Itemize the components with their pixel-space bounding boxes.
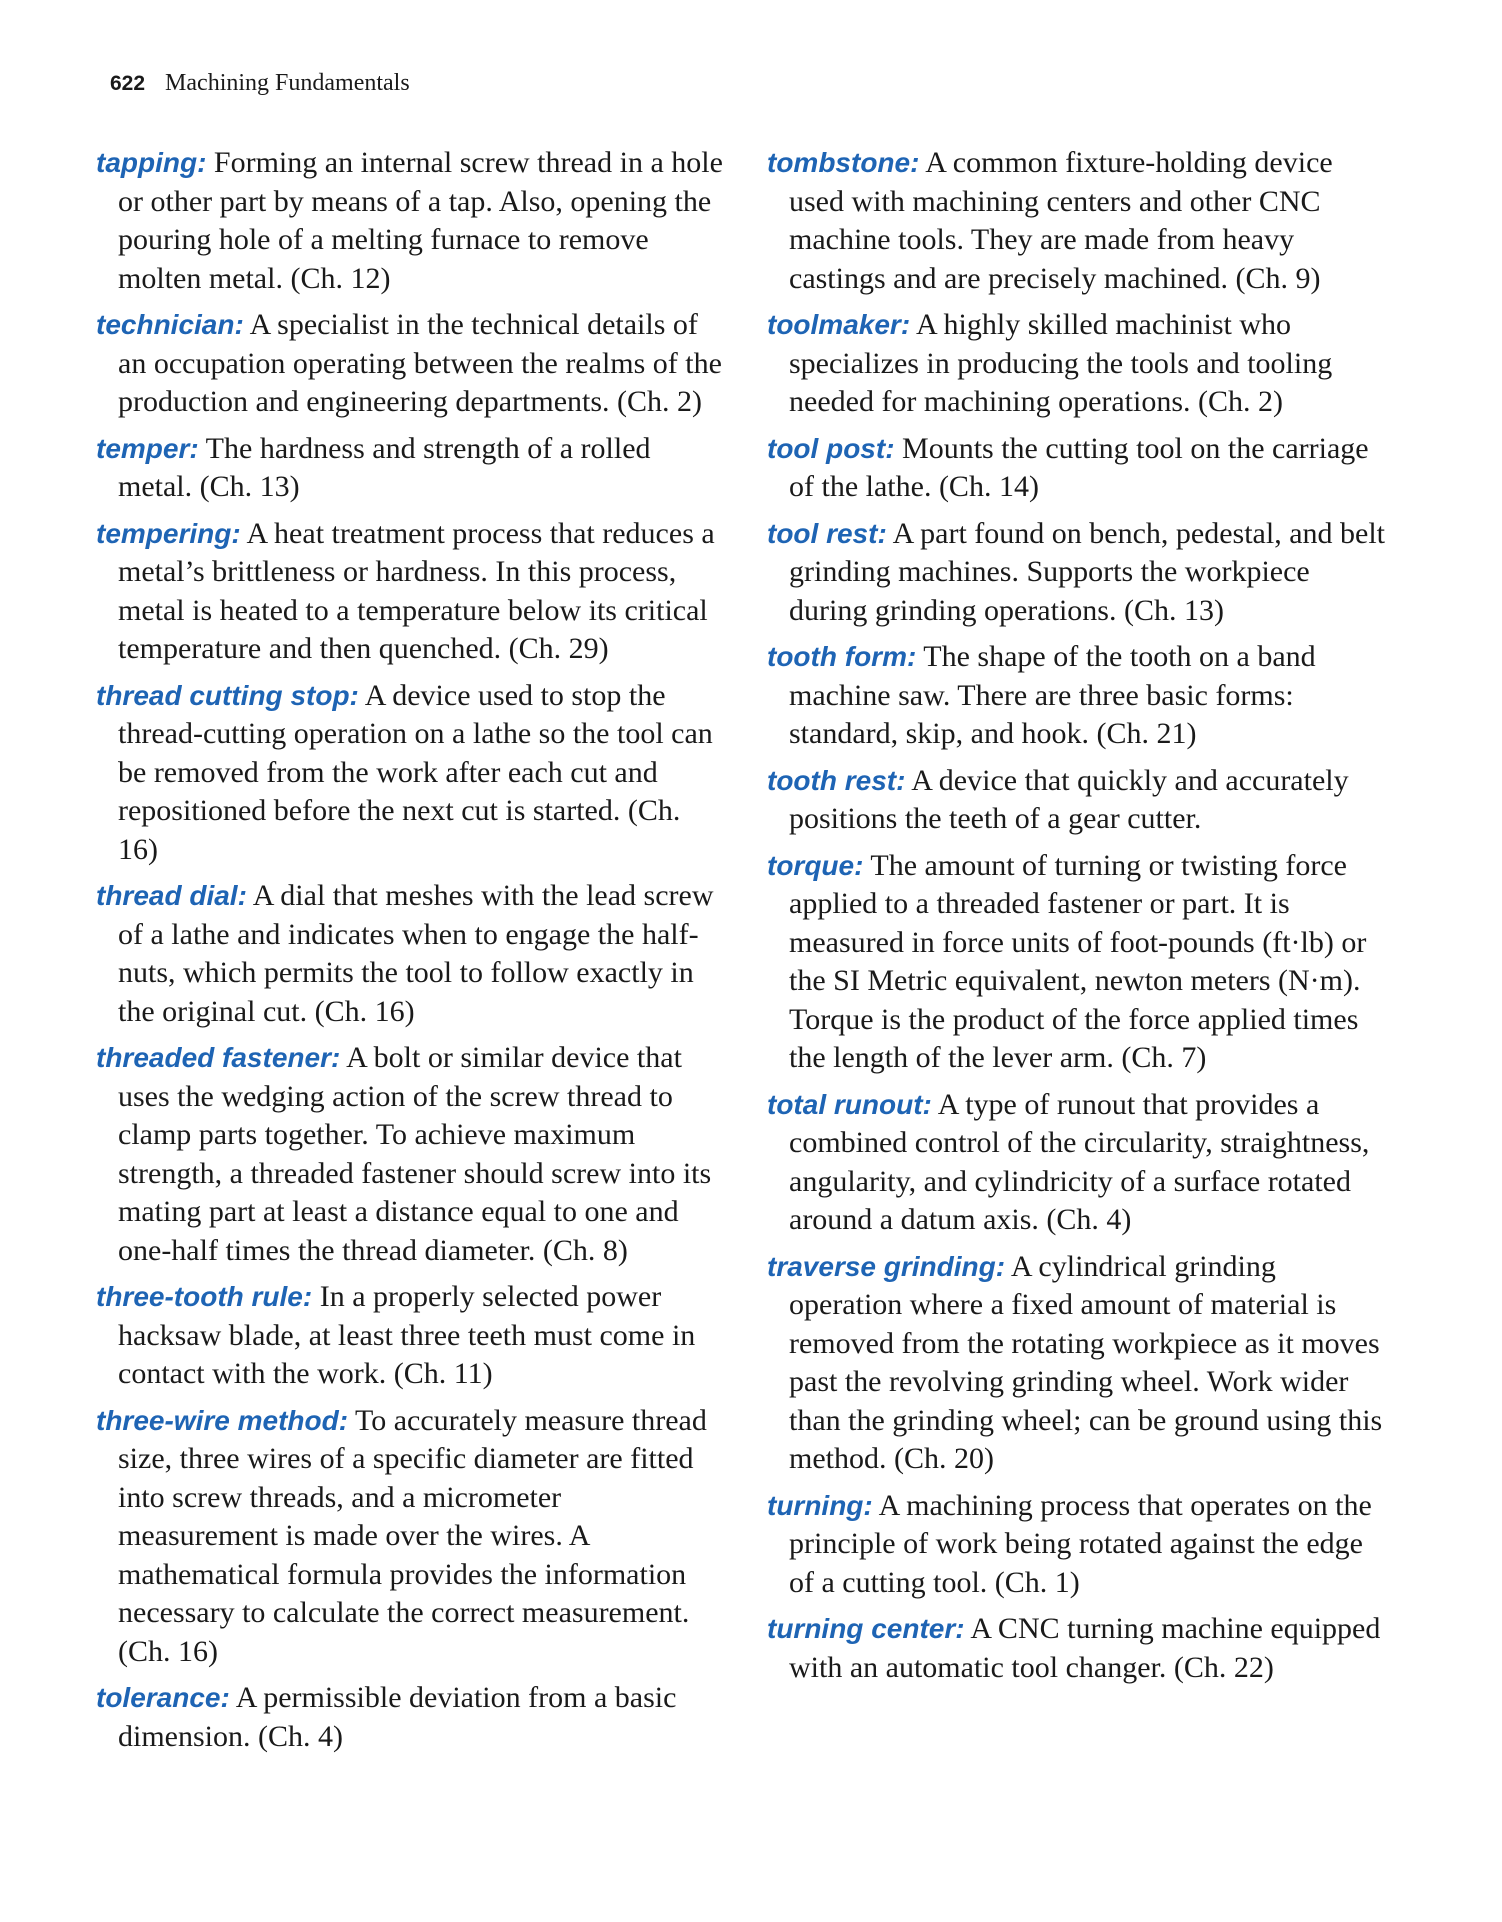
glossary-term: tempering: [96, 517, 241, 549]
page-number: 622 [110, 72, 146, 95]
glossary-term: three-tooth rule: [96, 1281, 313, 1312]
glossary-term: tapping: [96, 147, 207, 178]
glossary-definition: A machining process that operates on the principle of work being rotated against the edge of a cutting tool. (Ch. 1) [789, 1488, 1372, 1599]
glossary-term: traverse grinding: [767, 1250, 1006, 1282]
glossary-term: toolmaker: [767, 309, 911, 340]
glossary-entry-tooth-form [767, 638, 1395, 754]
glossary-term: tool rest: [767, 517, 887, 549]
glossary-entry-temper [96, 430, 724, 507]
glossary-definition: In a properly selected power hacksaw blade, at least three teeth must come in contact with the work. (Ch. 11) [118, 1280, 696, 1390]
glossary-entry-tapping [96, 144, 724, 298]
glossary-definition: To accurately measure thread size, three wires of a specific diameter are fitted into screw threads, and a micrometer measurement is made over the wires. A mathematical formula provides the information necessary to calculate the correct measurement. (Ch. 16) [118, 1403, 707, 1668]
glossary-term: threaded fastener: [96, 1042, 341, 1073]
right-column [767, 144, 1395, 1695]
glossary-term: technician: [96, 309, 244, 340]
book-title: Machining Fundamentals [165, 70, 410, 96]
glossary-definition: Mounts the cutting tool on the carriage of the lathe. (Ch. 14) [789, 431, 1369, 503]
glossary-term: thread cutting stop: [96, 679, 359, 711]
glossary-definition: A device used to stop the thread-cutting operation on a lathe so the tool can be removed from the work after each cut and repositioned before the next cut is started. (Ch. 16) [118, 678, 713, 866]
glossary-entry-tool-rest [767, 515, 1395, 631]
glossary-entry-three-tooth-rule [96, 1278, 724, 1394]
glossary-definition: A bolt or similar device that uses the wedging action of the screw thread to clamp parts together. To achieve maximum strength, a threaded fastener should screw into its mating part at least a distance equal to one and one-half times the thread diameter. (Ch. 8) [118, 1041, 712, 1267]
glossary-term: tooth rest: [767, 764, 906, 796]
glossary-definition: A CNC turning machine equipped with an automatic tool changer. (Ch. 22) [789, 1612, 1381, 1684]
glossary-definition: Forming an internal screw thread in a hole or other part by means of a tap. Also, opening the pouring hole of a melting furnace to remove molten metal. (Ch. 12) [118, 146, 723, 295]
glossary-entry-tolerance [96, 1679, 724, 1756]
glossary-definition: A permissible deviation from a basic dimension. (Ch. 4) [118, 1681, 677, 1753]
glossary-entry-tooth-rest [767, 762, 1395, 839]
glossary-entry-torque [767, 847, 1395, 1078]
glossary-term: tolerance: [96, 1682, 230, 1713]
glossary-entry-turning-center [767, 1610, 1395, 1687]
glossary-entry-technician [96, 306, 724, 422]
glossary-entry-threaded-fastener [96, 1039, 724, 1270]
running-head [110, 68, 410, 99]
glossary-term: tombstone: [767, 147, 920, 178]
glossary-definition: A type of runout that provides a combined control of the circularity, straightness, angularity, and cylindricity of a surface rotated around a datum axis. (Ch. 4) [789, 1087, 1370, 1236]
glossary-term: turning: [767, 1489, 873, 1521]
glossary-entry-total-runout [767, 1086, 1395, 1240]
glossary-entry-three-wire-method [96, 1402, 724, 1672]
glossary-definition: A heat treatment process that reduces a metal’s brittleness or hardness. In this process, metal is heated to a temperature below its critical temperature and then quenched. (Ch. 29) [118, 516, 715, 665]
glossary-entry-tool-post [767, 430, 1395, 507]
glossary-entry-thread-cutting-stop [96, 677, 724, 870]
glossary-definition: A highly skilled machinist who specializes in producing the tools and tooling needed for machining operations. (Ch. 2) [789, 308, 1333, 418]
glossary-entry-tombstone [767, 144, 1395, 298]
glossary-term: torque: [767, 849, 864, 881]
glossary-entry-thread-dial [96, 877, 724, 1031]
glossary-definition: The hardness and strength of a rolled metal. (Ch. 13) [118, 431, 651, 503]
glossary-definition: A specialist in the technical details of an occupation operating between the realms of the production and engineering departments. (Ch. 2) [118, 308, 722, 418]
glossary-term: tool post: [767, 432, 895, 464]
glossary-entry-turning [767, 1487, 1395, 1603]
glossary-term: temper: [96, 432, 199, 464]
glossary-definition: A part found on bench, pedestal, and belt grinding machines. Supports the workpiece during grinding operations. (Ch. 13) [789, 516, 1386, 627]
left-column [96, 144, 724, 1764]
glossary-term: total runout: [767, 1088, 932, 1120]
glossary-term: tooth form: [767, 641, 917, 672]
glossary-definition: The amount of turning or twisting force applied to a threaded fastener or part. It is measured in force units of foot-pounds (ft·lb) or the SI Metric equivalent, newton meters (N·m). Torque is the product of the force applied times the length of the lever arm. (Ch. 7) [789, 848, 1367, 1074]
glossary-definition: A cylindrical grinding operation where a fixed amount of material is removed from the rotating workpiece as it moves past the revolving grinding wheel. Work wider than the grinding wheel; can be ground using this method. (Ch. 20) [789, 1249, 1383, 1475]
glossary-term: thread dial: [96, 880, 247, 911]
glossary-definition: A dial that meshes with the lead screw of a lathe and indicates when to engage the half-nuts, which permits the tool to follow exactly in the original cut. (Ch. 16) [118, 879, 714, 1028]
glossary-term: three-wire method: [96, 1404, 349, 1436]
glossary-definition: A common fixture-holding device used with machining centers and other CNC machine tools. They are made from heavy castings and are precisely machined. (Ch. 9) [789, 146, 1333, 295]
glossary-definition: The shape of the tooth on a band machine saw. There are three basic forms: standard, skip, and hook. (Ch. 21) [789, 640, 1316, 750]
glossary-entry-toolmaker [767, 306, 1395, 422]
glossary-term: turning center: [767, 1613, 965, 1644]
glossary-entry-traverse-grinding [767, 1248, 1395, 1479]
glossary-entry-tempering [96, 515, 724, 669]
glossary-definition: A device that quickly and accurately positions the teeth of a gear cutter. [789, 763, 1349, 835]
